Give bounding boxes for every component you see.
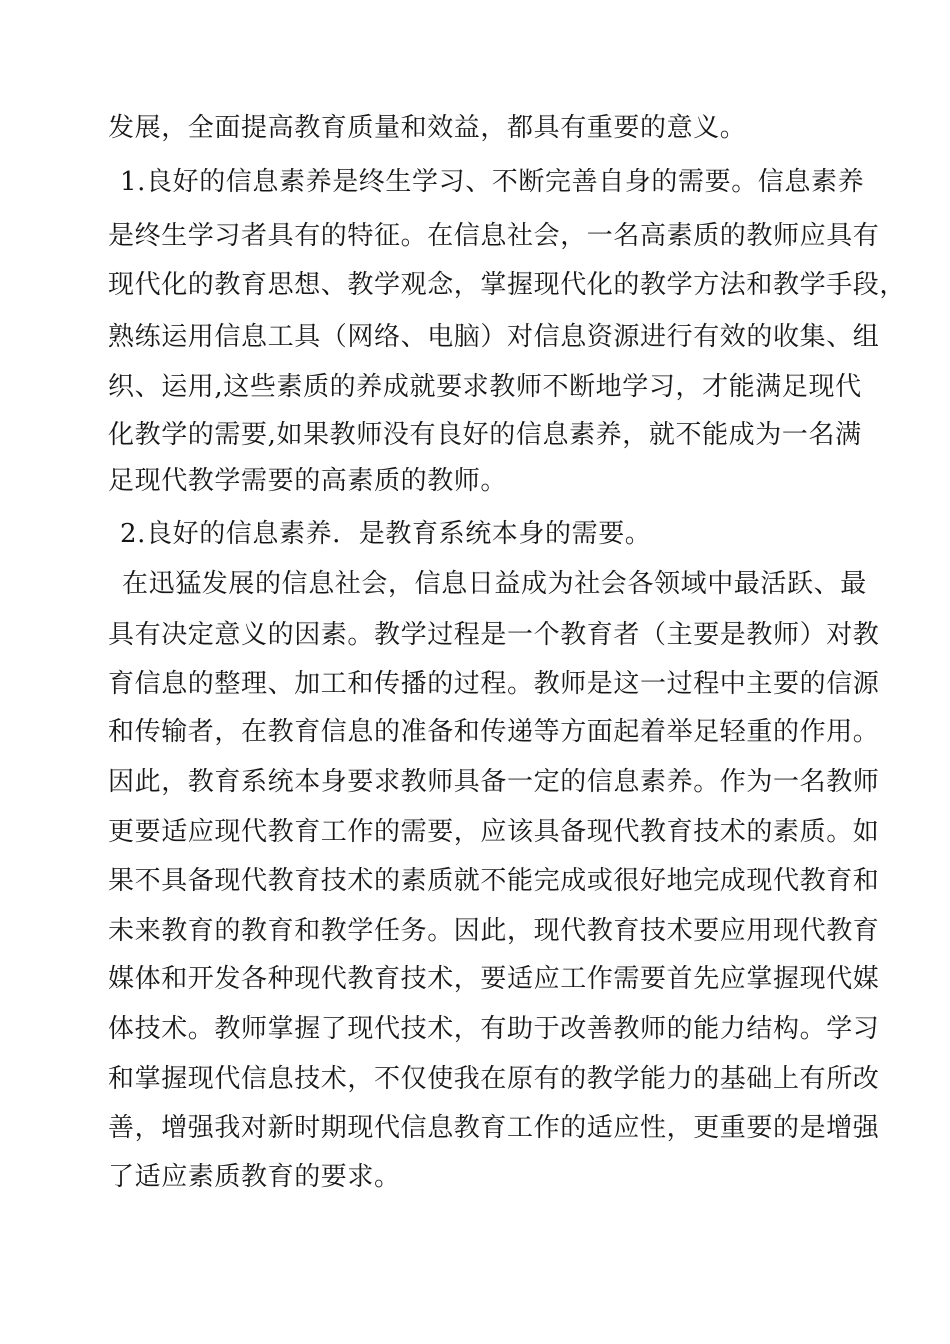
text-line-3: 是终生学习者具有的特征。在信息社会，一名高素质的教师应具有 <box>108 221 880 251</box>
text-line-15: 更要适应现代教育工作的需要，应该具备现代教育技术的素质。如 <box>108 817 880 847</box>
text-line-22: 了适应素质教育的要求。 <box>108 1162 401 1192</box>
text-line-12: 育信息的整理、加工和传播的过程。教师是这一过程中主要的信源 <box>108 669 880 699</box>
text-line-5: 熟练运用信息工具（网络、电脑）对信息资源进行有效的收集、组 <box>108 322 880 352</box>
text-line-1: 发展，全面提高教育质量和效益，都具有重要的意义。 <box>108 113 747 143</box>
text-line-9: 2.良好的信息素养．是教育系统本身的需要。 <box>120 519 652 549</box>
text-line-18: 媒体和开发各种现代教育技术，要适应工作需要首先应掌握现代媒 <box>108 964 880 994</box>
text-line-8: 足现代教学需要的高素质的教师。 <box>108 466 508 496</box>
text-line-19: 体技术。教师掌握了现代技术，有助于改善教师的能力结构。学习 <box>108 1014 880 1044</box>
text-line-16: 果不具备现代教育技术的素质就不能完成或很好地完成现代教育和 <box>108 866 880 896</box>
text-line-11: 具有决定意义的因素。教学过程是一个教育者（主要是教师）对教 <box>108 620 880 650</box>
text-line-14: 因此，教育系统本身要求教师具备一定的信息素养。作为一名教师 <box>108 767 880 797</box>
text-line-13: 和传输者，在教育信息的准备和传递等方面起着举足轻重的作用。 <box>108 717 880 747</box>
text-line-6: 织、运用,这些素质的养成就要求教师不断地学习，才能满足现代 <box>108 372 862 402</box>
text-line-10: 在迅猛发展的信息社会，信息日益成为社会各领域中最活跃、最 <box>122 569 867 599</box>
text-line-4: 现代化的教育思想、教学观念，掌握现代化的教学方法和教学手段， <box>108 270 907 300</box>
text-line-20: 和掌握现代信息技术，不仅使我在原有的教学能力的基础上有所改 <box>108 1064 880 1094</box>
text-line-2: 1.良好的信息素养是终生学习、不断完善自身的需要。信息素养 <box>120 167 865 197</box>
text-line-7: 化教学的需要,如果教师没有良好的信息素养，就不能成为一名满 <box>108 420 862 450</box>
text-line-21: 善，增强我对新时期现代信息教育工作的适应性，更重要的是增强 <box>108 1113 880 1143</box>
text-line-17: 未来教育的教育和教学任务。因此，现代教育技术要应用现代教育 <box>108 916 880 946</box>
